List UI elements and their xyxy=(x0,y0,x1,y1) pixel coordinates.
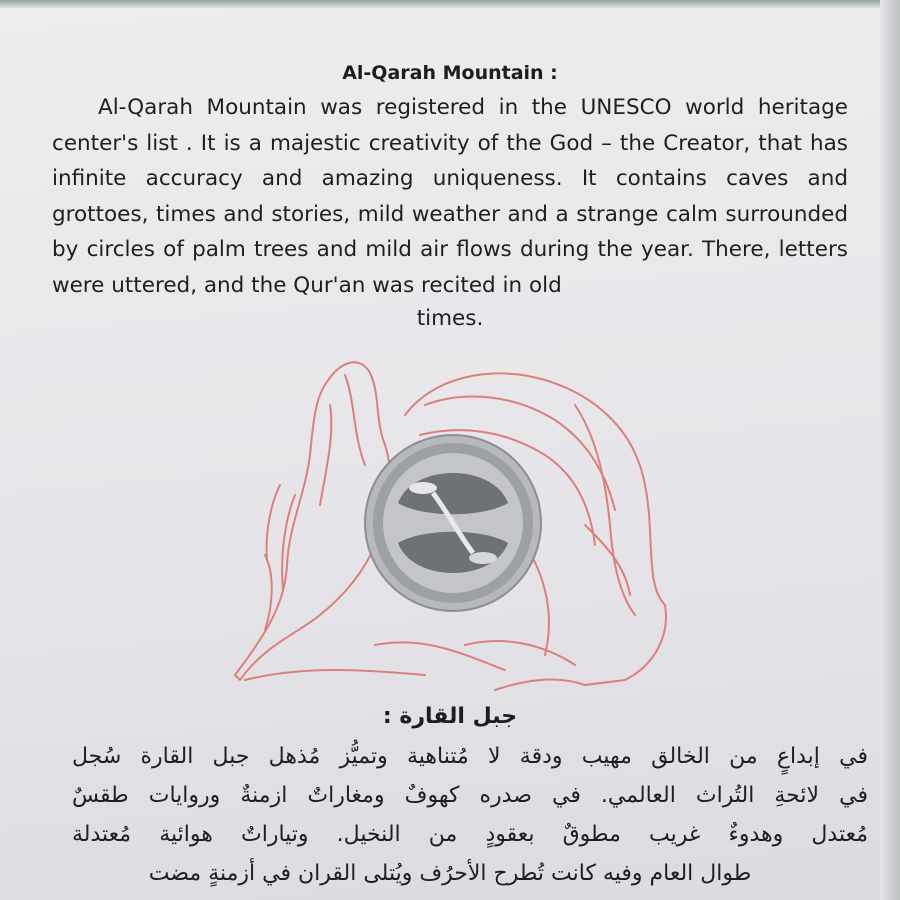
english-last-word: times. xyxy=(416,306,484,331)
arabic-title: جبل القارة : xyxy=(382,704,518,729)
card-top-edge xyxy=(0,0,900,8)
mountain-illustration xyxy=(225,345,675,695)
arabic-line-3: مُعتدل وهدوءٌ غريب مطوقٌ بعقودٍ من النخيل. وتياراتٌ هوائية مُعتدلة xyxy=(72,822,868,847)
arabic-line-2: في لائحةِ التُراث العالمي. في صدره كهوفٌ ومغاراتٌ ازمنةٌ وروايات طقسٌ xyxy=(72,783,868,808)
english-body: Al-Qarah Mountain was registered in the UNESCO world heritage center's list . It is a majestic creativity of the God – the Creator, that has infinite accuracy and amazing uniqueness. It contains caves and grottoes, times and stories, mild weather and a strange calm surrounded by circles of palm trees and mild air flows during the year. There, letters were uttered, and the Qur'an was recited in old xyxy=(52,95,848,298)
card-right-edge xyxy=(880,0,900,900)
arabic-line-1: في إبداعٍ من الخالق مهيب ودقة لا مُتناهية وتميُّز مُذهل جبل القارة سُجل xyxy=(72,744,868,769)
pin-back xyxy=(365,435,541,611)
arabic-line-4: طوال العام وفيه كانت تُطرح الأحرُف ويُتلى القران في أزمنةٍ مضت xyxy=(148,861,752,886)
english-title: Al-Qarah Mountain : xyxy=(342,62,558,84)
